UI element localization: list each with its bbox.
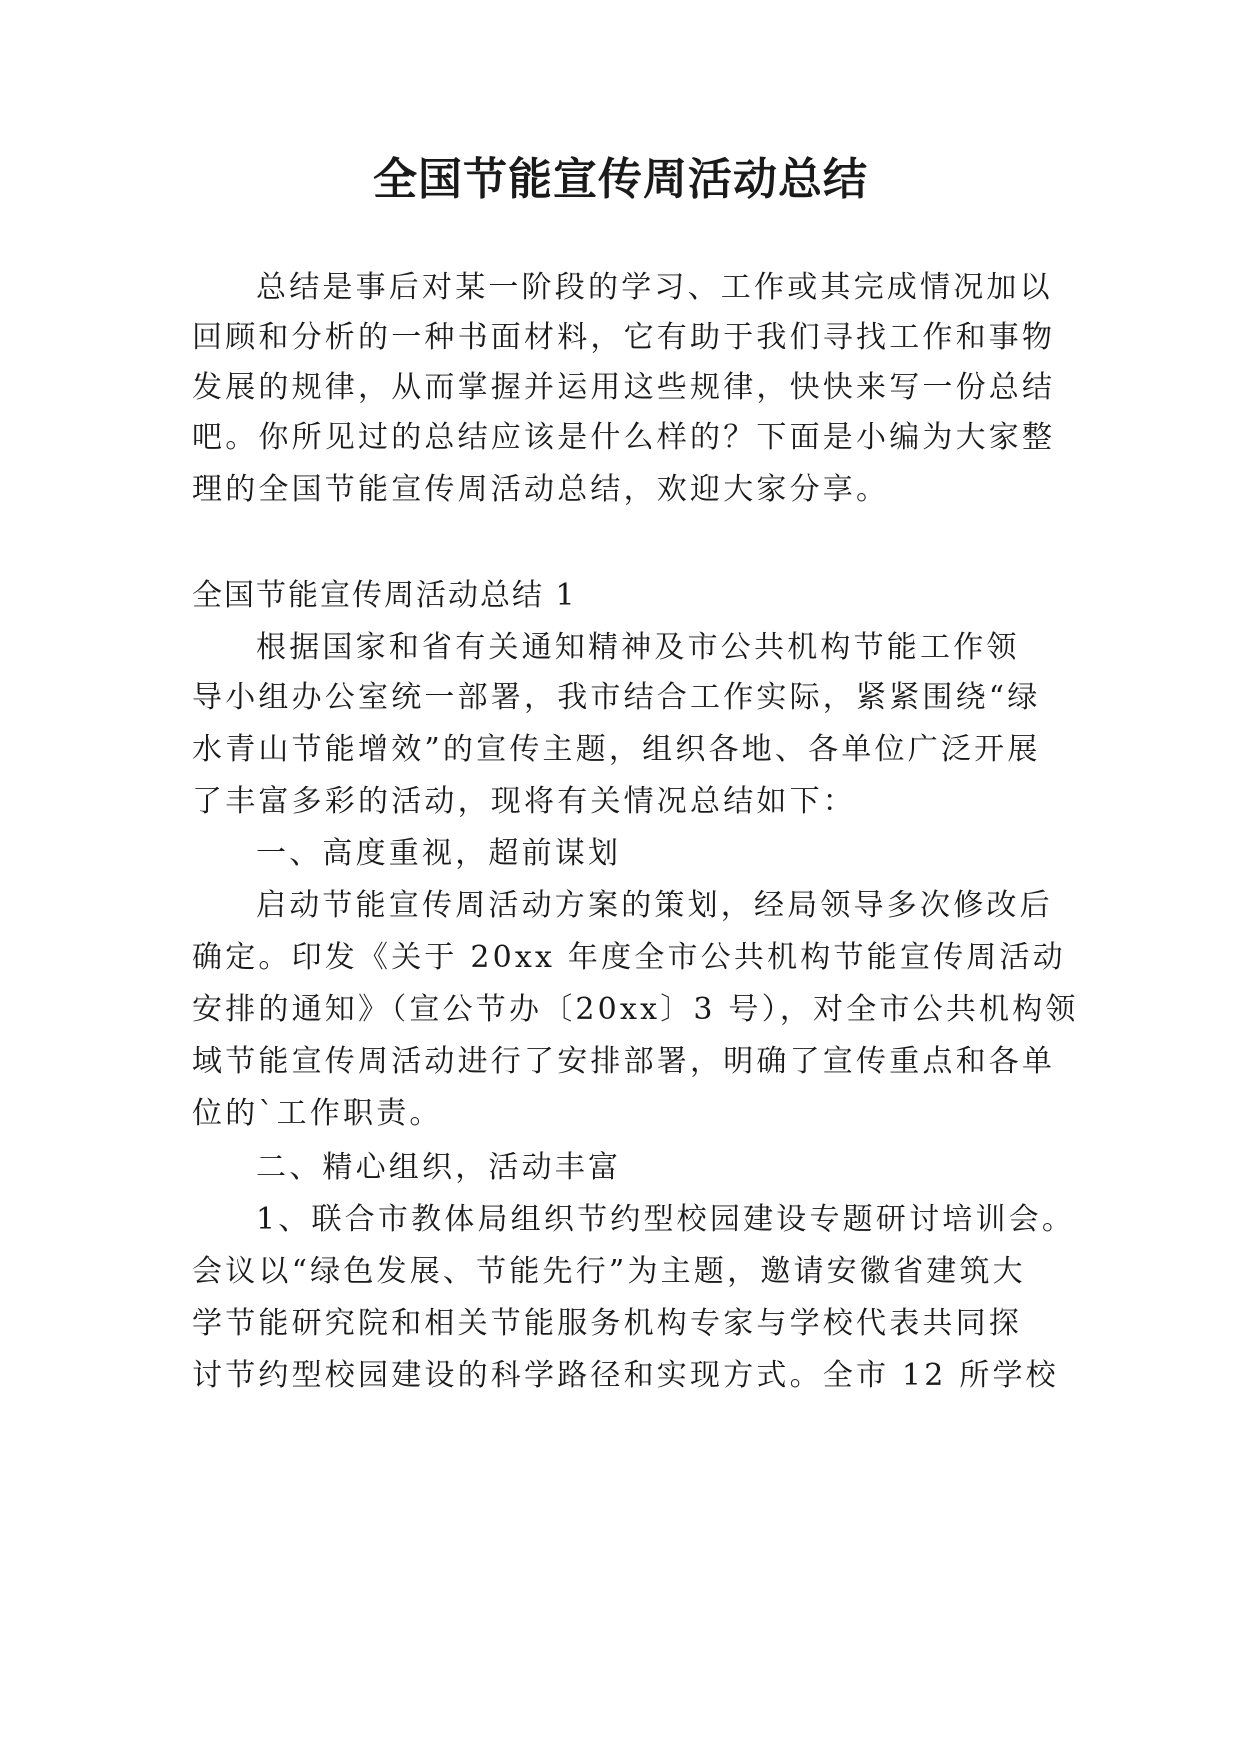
document-title: 全国节能宣传周活动总结 (373, 154, 868, 205)
sub-heading-1: 一、高度重视，超前谋划 (256, 836, 622, 871)
para1-line-1: 根据国家和省有关通知精神及市公共机构节能工作领 (256, 630, 1020, 665)
para2-line-2: 确定。印发《关于 20xx 年度全市公共机构节能宣传周活动 (192, 940, 1066, 975)
para2-line-1: 启动节能宣传周活动方案的策划，经局领导多次修改后 (256, 888, 1053, 923)
sub-heading-2: 二、精心组织，活动丰富 (256, 1150, 622, 1185)
para1-line-4: 了丰富多彩的活动，现将有关情况总结如下： (192, 784, 856, 819)
para2-line-3: 安排的通知》（宣公节办〔20xx〕3 号），对全市公共机构领 (192, 992, 1079, 1027)
para1-line-2: 导小组办公室统一部署，我市结合工作实际，紧紧围绕“绿 (192, 680, 1041, 715)
intro-line-3: 发展的规律，从而掌握并运用这些规律，快快来写一份总结 (192, 370, 1056, 405)
intro-line-2: 回顾和分析的一种书面材料，它有助于我们寻找工作和事物 (192, 320, 1056, 355)
intro-line-4: 吧。你所见过的总结应该是什么样的？下面是小编为大家整 (192, 420, 1056, 455)
para3-line-4: 讨节约型校园建设的科学路径和实现方式。全市 12 所学校 (192, 1358, 1059, 1393)
para3-line-2: 会议以“绿色发展、节能先行”为主题，邀请安徽省建筑大 (192, 1254, 1026, 1289)
para2-line-5: 位的`工作职责。 (192, 1096, 443, 1131)
intro-line-1: 总结是事后对某一阶段的学习、工作或其完成情况加以 (256, 270, 1053, 305)
para3-line-1: 1、联合市教体局组织节约型校园建设专题研讨培训会。 (256, 1202, 1076, 1237)
para2-line-4: 域节能宣传周活动进行了安排部署，明确了宣传重点和各单 (192, 1044, 1056, 1079)
para1-line-3: 水青山节能增效”的宣传主题，组织各地、各单位广泛开展 (192, 732, 1041, 767)
para3-line-3: 学节能研究院和相关节能服务机构专家与学校代表共同探 (192, 1306, 1022, 1341)
section-heading: 全国节能宣传周活动总结 1 (192, 578, 577, 613)
intro-line-5: 理的全国节能宣传周活动总结，欢迎大家分享。 (192, 472, 890, 507)
